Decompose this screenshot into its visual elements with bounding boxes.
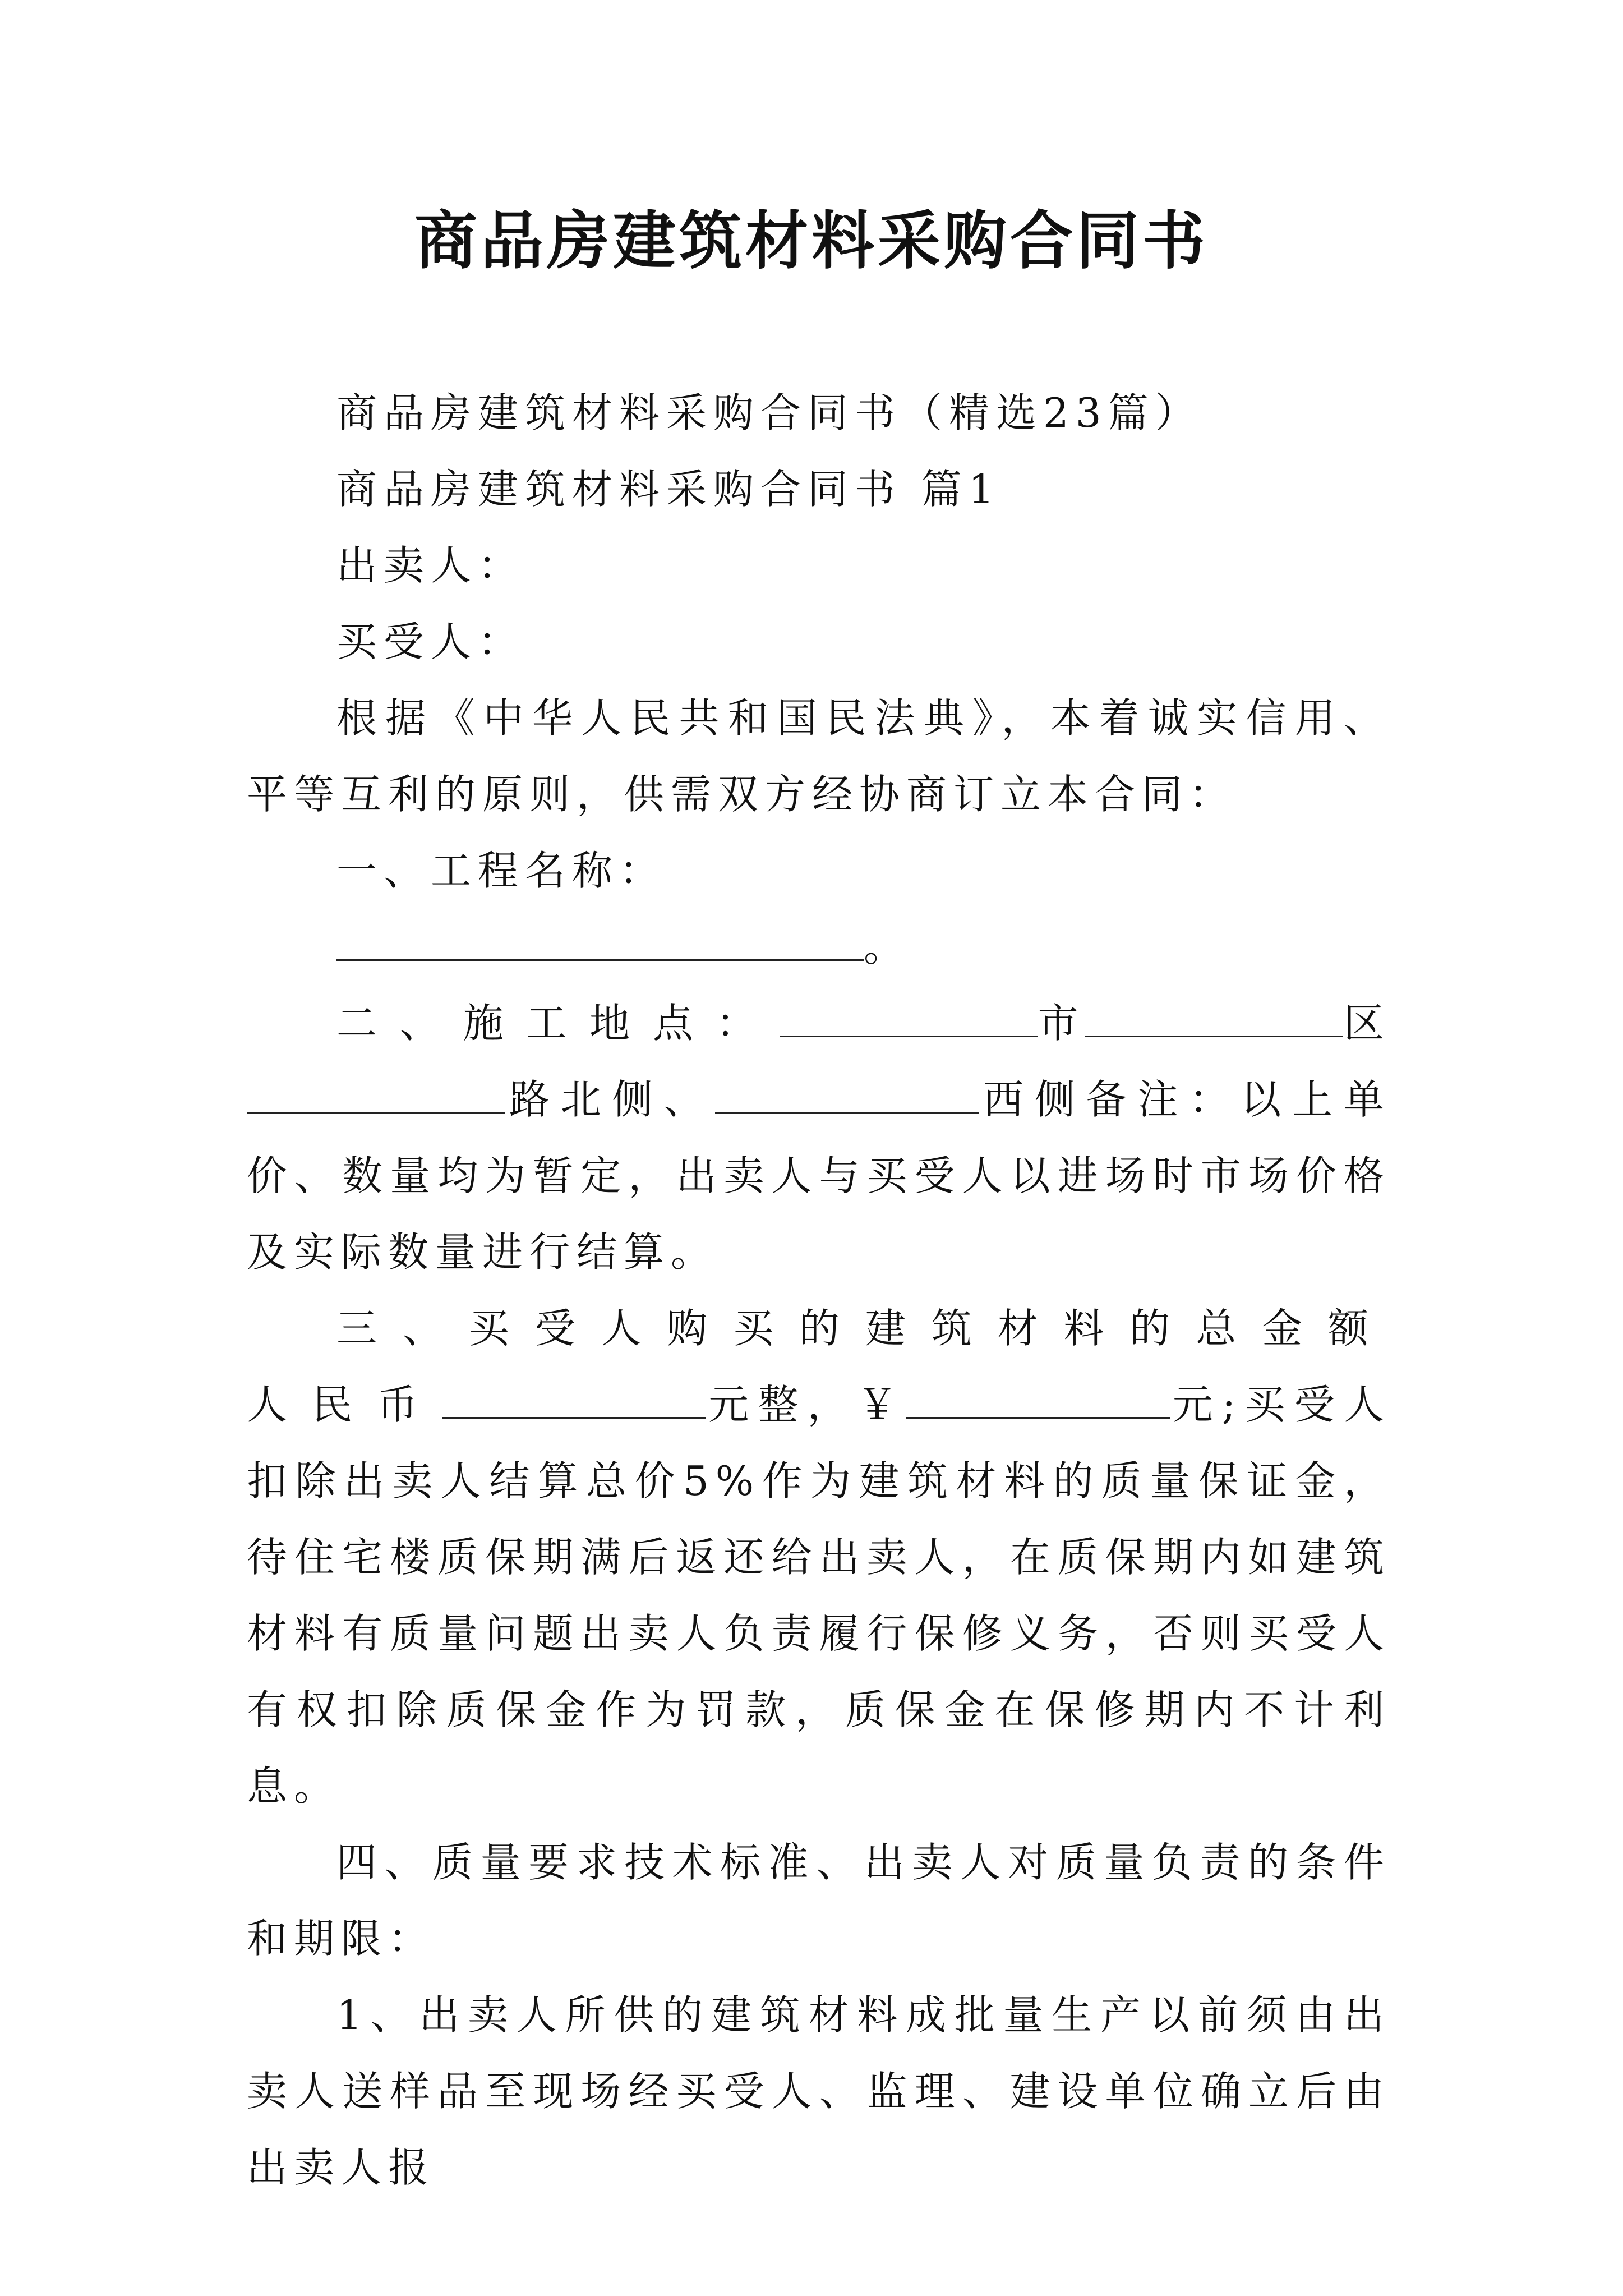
- city-blank: [780, 1001, 1038, 1037]
- section-heading: 商品房建筑材料采购合同书 篇1: [336, 466, 1001, 513]
- clause-2-prefix: 二、施工地点：: [336, 1000, 780, 1047]
- clause-2-road: 路北侧、: [505, 1076, 716, 1123]
- document-body: [247, 375, 1391, 2206]
- clause-1-blank-line: [247, 909, 1391, 985]
- intro-paragraph: 根据《中华人民共和国民法典》，本着诚实信用、平等互利的原则，供需双方经协商订立本合同：: [247, 694, 1391, 818]
- clause-2-district: 区: [1343, 1000, 1391, 1047]
- project-name-blank: [336, 924, 864, 961]
- clause-2-paragraph: [247, 985, 1391, 1290]
- amount-words-blank: [442, 1382, 706, 1419]
- clause-3-paragraph: [247, 1290, 1391, 1824]
- clause-1-heading: 一、工程名称：: [336, 847, 667, 894]
- clause-4-item-1: 1、出卖人所供的建筑材料成批量生产以前须由出卖人送样品至现场经买受人、监理、建设单位确立后由出卖人报: [247, 1991, 1391, 2191]
- document-title: 商品房建筑材料采购合同书: [414, 204, 1209, 278]
- clause-2-city: 市: [1037, 1000, 1086, 1047]
- subtitle: 商品房建筑材料采购合同书（精选23篇）: [336, 389, 1202, 436]
- seller-label: 出卖人：: [336, 542, 525, 589]
- amount-number-blank: [906, 1382, 1170, 1419]
- clause-3-yuan: 元整，￥: [706, 1381, 907, 1428]
- west-blank: [715, 1077, 979, 1114]
- clause-3-rest: 元;买受人扣除出卖人结算总价5%作为建筑材料的质量保证金，待住宅楼质保期满后返还给出卖人，在质保期内如建筑材料有质量问题出卖人负责履行保修义务，否则买受人有权扣除质保金作为罚款，质保金在保修期内不计利息。: [247, 1381, 1391, 1810]
- clause-3-prefix: 三、买受人购买的建筑材料的总金额人民币: [247, 1305, 1391, 1428]
- clause-2-rest: 西侧备注：以上单价、数量均为暂定，出卖人与买受人以进场时市场价格及实际数量进行结算。: [247, 1076, 1391, 1276]
- clause-1-end: 。: [864, 923, 911, 970]
- district-blank: [1085, 1001, 1343, 1037]
- road-blank: [247, 1077, 505, 1114]
- clause-4-paragraph: 四、质量要求技术标准、出卖人对质量负责的条件和期限：: [247, 1839, 1391, 1962]
- buyer-label: 买受人：: [336, 618, 525, 665]
